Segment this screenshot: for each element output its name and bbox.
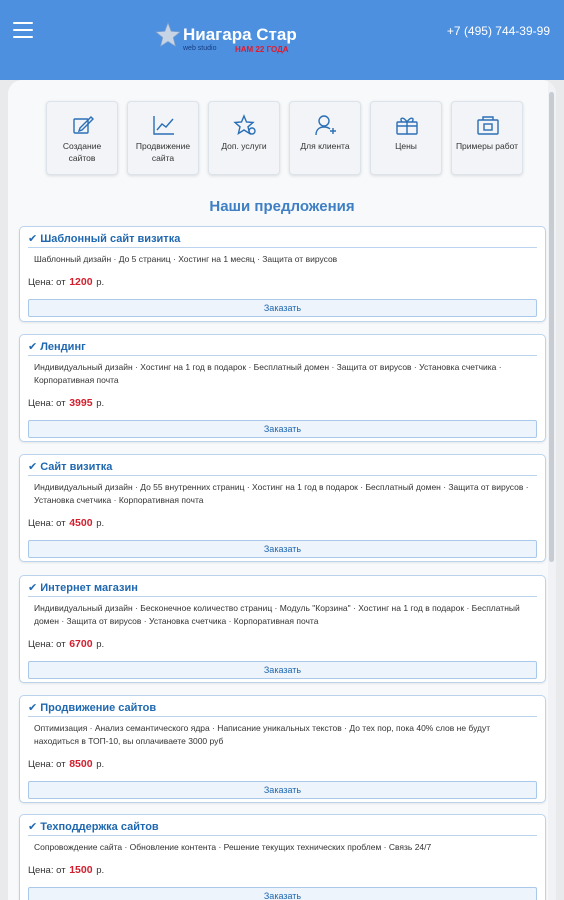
offer-title: ✔ Продвижение сайтов	[28, 702, 157, 714]
order-button[interactable]: Заказать	[28, 781, 537, 799]
service-label: Доп. услуги	[221, 141, 267, 151]
offer-card	[19, 334, 546, 442]
section-title: Наши предложения	[209, 198, 355, 215]
service-extra[interactable]	[208, 101, 280, 175]
service-portfolio[interactable]	[451, 101, 523, 175]
order-button[interactable]: Заказать	[28, 420, 537, 438]
phone-link[interactable]: +7 (495) 744-39-99	[446, 24, 550, 38]
offer-card	[19, 226, 546, 322]
offer-price: Цена: от 1200 р.	[28, 276, 105, 288]
chart-icon	[152, 114, 176, 136]
menu-icon[interactable]	[13, 22, 33, 38]
services-menu	[46, 101, 526, 175]
check-icon: ✔	[28, 821, 38, 833]
header	[0, 0, 564, 80]
offer-description: Индивидуальный дизайн · Бесконечное количество страниц · Модуль "Корзина" · Хостинг на 1 год в подарок · Бесплатный домен · Защита от вирусов · Установка счетчика · Корпоративная почта	[34, 603, 520, 626]
check-icon: ✔	[28, 233, 38, 245]
offer-title: ✔ Техподдержка сайтов	[28, 821, 159, 833]
star-logo-icon	[155, 22, 181, 48]
offer-description: Шаблонный дизайн · До 5 страниц · Хостинг на 1 месяц · Защита от вирусов	[34, 254, 338, 264]
offer-card	[19, 695, 546, 803]
portfolio-icon	[476, 114, 500, 136]
offer-price: Цена: от 3995 р.	[28, 397, 105, 409]
order-button[interactable]: Заказать	[28, 887, 537, 900]
order-button[interactable]: Заказать	[28, 540, 537, 558]
offer-title: ✔ Сайт визитка	[28, 461, 113, 473]
user-plus-icon	[314, 114, 338, 136]
brand-tagline: НАМ 22 ГОДА	[235, 45, 289, 54]
offer-description: Оптимизация · Анализ семантического ядра · Написание уникальных текстов · До тех пор, пока 40% слов не будут находиться в ТОП-10, вы оплачиваете 3000 руб	[34, 723, 491, 746]
edit-icon	[71, 114, 95, 136]
offer-card	[19, 454, 546, 562]
service-label: Продвижение сайта	[135, 141, 191, 163]
logo[interactable]	[155, 22, 315, 58]
check-icon: ✔	[28, 582, 38, 594]
check-icon: ✔	[28, 341, 38, 353]
brand-subtitle: web studio	[183, 45, 217, 52]
scrollbar-thumb[interactable]	[549, 92, 554, 562]
service-label: Для клиента	[300, 141, 350, 151]
order-button[interactable]: Заказать	[28, 299, 537, 317]
offer-description: Индивидуальный дизайн · До 55 внутренних страниц · Хостинг на 1 год в подарок · Бесплатный домен · Защита от вирусов · Установка счетчика · Корпоративная почта	[34, 482, 529, 505]
order-button[interactable]: Заказать	[28, 661, 537, 679]
offer-title: ✔ Лендинг	[28, 341, 86, 353]
offer-price: Цена: от 8500 р.	[28, 758, 105, 770]
star-gear-icon	[233, 114, 257, 136]
service-create-sites[interactable]	[46, 101, 118, 175]
check-icon: ✔	[28, 461, 38, 473]
offer-title: ✔ Шаблонный сайт визитка	[28, 233, 181, 245]
service-promotion[interactable]	[127, 101, 199, 175]
brand-name: Ниагара Стар	[183, 25, 297, 44]
offer-price: Цена: от 4500 р.	[28, 517, 105, 529]
check-icon: ✔	[28, 702, 38, 714]
offer-price: Цена: от 6700 р.	[28, 638, 105, 650]
offer-card	[19, 575, 546, 683]
offer-card	[19, 814, 546, 900]
offer-description: Сопровождение сайта · Обновление контента · Решение текущих технических проблем · Связь 24/7	[34, 842, 432, 852]
service-prices[interactable]	[370, 101, 442, 175]
offer-description: Индивидуальный дизайн · Хостинг на 1 год в подарок · Бесплатный домен · Защита от вирусов · Установка счетчика · Корпоративная почта	[34, 362, 502, 385]
offer-price: Цена: от 1500 р.	[28, 864, 105, 876]
service-label: Создание сайтов	[62, 141, 102, 163]
service-for-client[interactable]	[289, 101, 361, 175]
offer-title: ✔ Интернет магазин	[28, 582, 138, 594]
main-content	[8, 80, 556, 900]
service-label: Цены	[395, 141, 417, 151]
gift-icon	[395, 114, 419, 136]
service-label: Примеры работ	[455, 141, 519, 151]
